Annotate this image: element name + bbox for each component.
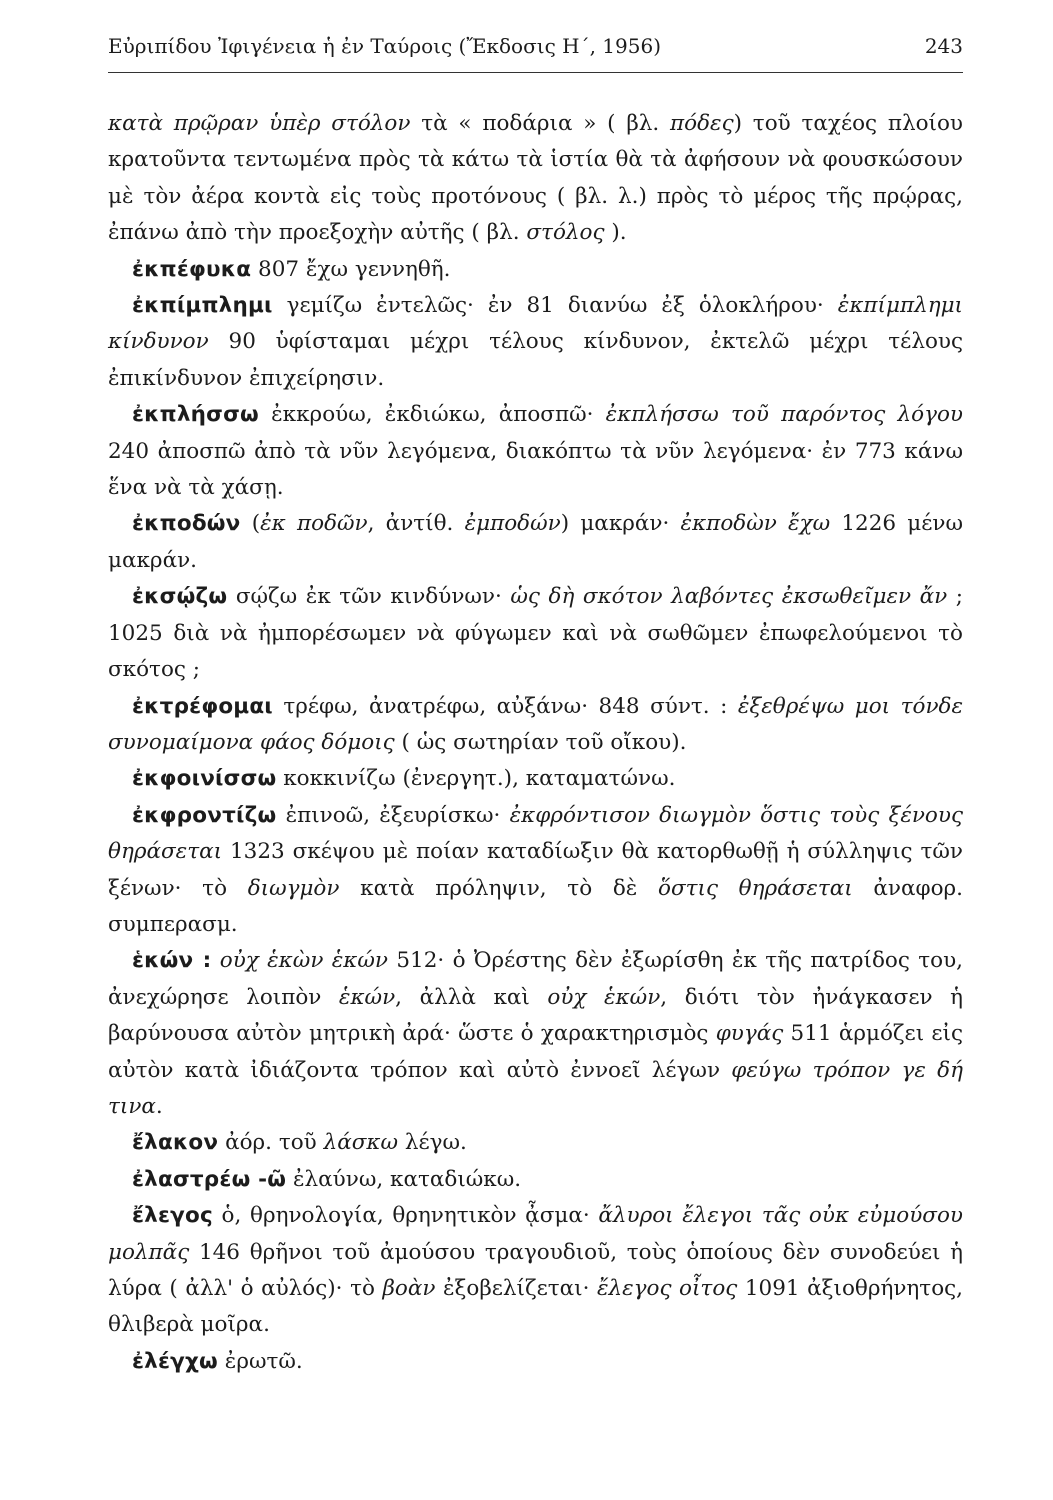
headword: ἐλέγχω xyxy=(132,1348,218,1374)
entry-hekon: ἑκών : οὐχ ἑκὼν ἑκών 512· ὁ Ὀρέστης δὲν ἐξωρίσθη ἐκ τῆς πατρίδος του, ἀνεχώρησε λοιπὸν ἑκών, ἀλλὰ καὶ οὐχ ἑκών, διότι τὸν ἠνάγκασεν ἡ βαρύνουσα αὐτὸν μητρικὴ ἀρά· ὥστε ὁ χαρακτηρισμὸς φυγάς 511 ἁρμόζει εἰς αὐτὸν κατὰ ἰδιάζοντα τρόπον καὶ αὐτὸ ἐννοεῖ λέγων φεύγω τρόπον γε δή τινα. xyxy=(108,948,964,1119)
header-rule xyxy=(108,72,963,73)
headword: ἐκφοινίσσω xyxy=(132,766,277,792)
entry-ekplesso: ἐκπλήσσω ἐκκρούω, ἐκδιώκω, ἀποσπῶ· ἐκπλήσσω τοῦ παρόντος λόγου 240 ἀποσπῶ ἀπὸ τὰ νῦν λεγόμενα, διακόπτω τὰ νῦν λεγόμενα· ἐν 773 κάνω ἕνα νὰ τὰ χάσῃ. xyxy=(108,402,963,501)
entry-ekphoinisso: ἐκφοινίσσω κοκκινίζω (ἐνεργητ.), καταματώνω. xyxy=(132,766,676,792)
headword: ἐκσῴζω xyxy=(132,584,228,610)
entry-ekpephyka: ἐκπέφυκα 807 ἔχω γεννηθῆ. xyxy=(132,256,451,282)
page-number: 243 xyxy=(924,34,963,58)
running-head xyxy=(108,34,963,58)
headword: ἐκπλήσσω xyxy=(132,402,259,428)
entry-ekphrontizo: ἐκφροντίζω ἐπινοῶ, ἐξευρίσκω· ἐκφρόντισον διωγμὸν ὅστις τοὺς ξένους θηράσεται 1323 σκέψου μὲ ποίαν καταδίωξιν θὰ κατορθωθῇ ἡ σύλληψις τῶν ξένων· τὸ διωγμὸν κατὰ πρόληψιν, τὸ δὲ ὅστις θηράσεται ἀναφορ. συμπερασμ. xyxy=(108,802,963,937)
headword: ἔλεγος xyxy=(132,1203,213,1229)
headword: ἐκπέφυκα xyxy=(132,256,252,282)
entry-elastreo: ἐλαστρέω -ῶ ἐλαύνω, καταδιώκω. xyxy=(132,1166,522,1192)
entry-elencho: ἐλέγχω ἐρωτῶ. xyxy=(132,1348,303,1374)
headword: ἐκτρέφομαι xyxy=(132,693,273,719)
headword: ἐκποδών xyxy=(132,511,241,537)
entry-ekszozo: ἐκσῴζω σῴζω ἐκ τῶν κινδύνων· ὡς δὴ σκότον λαβόντες ἐκσωθεῖμεν ἄν ; 1025 διὰ νὰ ἠμπορέσωμεν νὰ φύγωμεν καὶ νὰ σωθῶμεν ἐπωφελούμενοι τὸ σκότος ; xyxy=(108,584,964,683)
headword: ἔλακον xyxy=(132,1130,219,1156)
headword: ἐκφροντίζω xyxy=(132,802,277,828)
headword: ἐκπίμπλημι xyxy=(132,293,273,319)
entry-ekpodon: ἐκποδών (ἐκ ποδῶν, ἀντίθ. ἐμποδών) μακράν· ἐκποδὼν ἔχω 1226 μένω μακράν. xyxy=(108,511,963,573)
headword: ἑκών : xyxy=(132,948,212,974)
entry-elegos: ἔλεγος ὁ, θρηνολογία, θρηνητικὸν ᾆσμα· ἄλυροι ἔλεγοι τᾶς οὐκ εὐμούσου μολπᾶς 146 θρῆνοι τοῦ ἀμούσου τραγουδιοῦ, τοὺς ὁποίους δὲν συνοδεύει ἡ λύρα ( ἀλλ' ὁ αὐλός)· τὸ βοὰν ἐξοβελίζεται· ἔλεγος οἶτος 1091 ἀξιοθρήνητος, θλιβερὰ μοῖρα. xyxy=(108,1203,964,1338)
continuation-paragraph: κατὰ πρῷραν ὑπὲρ στόλον τὰ « ποδάρια » ( βλ. πόδες) τοῦ ταχέος πλοίου κρατοῦντα τεντωμένα πρὸς τὰ κάτω τὰ ἱστία θὰ τὰ ἀφήσουν νὰ φουσκώσουν μὲ τὸν ἀέρα κοντὰ εἰς τοὺς προτόνους ( βλ. λ.) πρὸς τὸ μέρος τῆς πρῴρας, ἐπάνω ἀπὸ τὴν προεξοχὴν αὐτῆς ( βλ. στόλος ). xyxy=(108,111,963,246)
entry-elakon: ἔλακον ἀόρ. τοῦ λάσκω λέγω. xyxy=(132,1130,467,1156)
running-title: Εὐριπίδου Ἰφιγένεια ἡ ἐν Ταύροις (Ἔκδοσις Η΄, 1956) xyxy=(108,34,661,58)
entry-ekpimplemi: ἐκπίμπλημι γεμίζω ἐντελῶς· ἐν 81 διανύω ἐξ ὁλοκλήρου· ἐκπίμπλημι κίνδυνον 90 ὑφίσταμαι μέχρι τέλους κίνδυνον, ἐκτελῶ μέχρι τέλους ἐπικίνδυνον ἐπιχείρησιν. xyxy=(108,293,963,391)
entry-ektrephomai: ἐκτρέφομαι τρέφω, ἀνατρέφω, αὐξάνω· 848 σύντ. : ἐξεθρέψω μοι τόνδε συνομαίμονα φάος δόμοις ( ὡς σωτηρίαν τοῦ οἴκου). xyxy=(108,693,963,755)
headword: ἐλαστρέω -ῶ xyxy=(132,1166,287,1192)
glossary-body xyxy=(108,106,963,1380)
